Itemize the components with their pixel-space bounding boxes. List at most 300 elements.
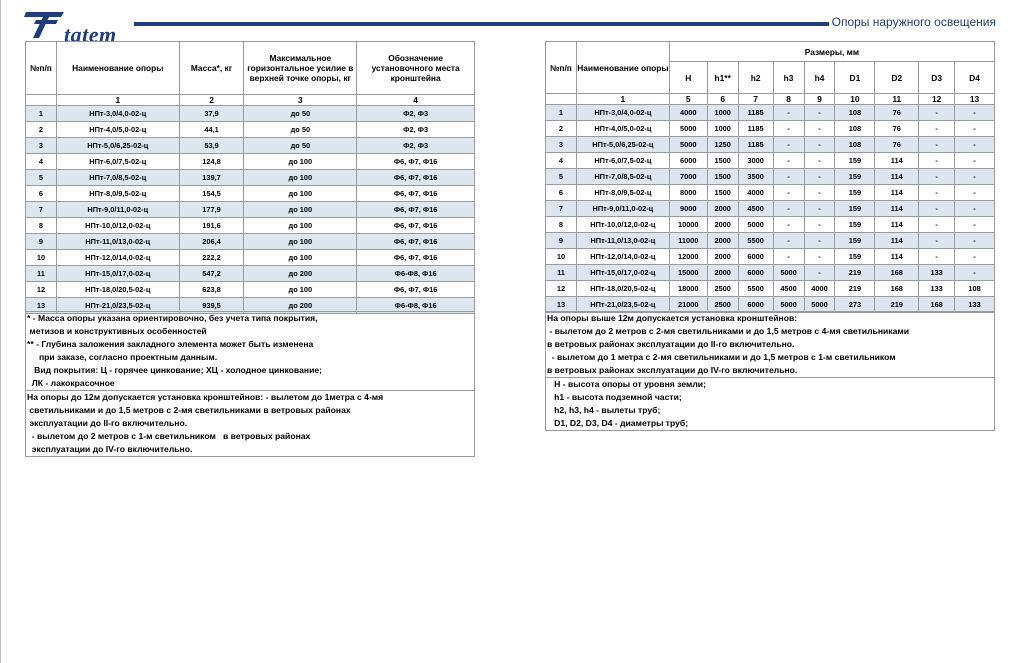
table-cell: 76 (875, 121, 919, 137)
table-cell: Ф6-Ф8, Ф16 (357, 298, 475, 314)
table-cell: 159 (835, 233, 875, 249)
table-cell: 2000 (707, 217, 738, 233)
table-cell: 8 (26, 218, 57, 234)
table-cell: - (804, 185, 835, 201)
brand-logo (24, 10, 134, 47)
table-row (26, 106, 475, 122)
table-cell: 159 (835, 169, 875, 185)
table-cell: НПт-21,0/23,5-02-ц (56, 298, 179, 314)
table-cell: - (804, 265, 835, 281)
table-cell: 154,5 (179, 186, 244, 202)
table-cell: до 50 (244, 122, 357, 138)
table-cell: Ф6, Ф7, Ф16 (357, 170, 475, 186)
table-cell: 5000 (738, 217, 773, 233)
table-cell: до 50 (244, 138, 357, 154)
table-cell: - (804, 233, 835, 249)
table-cell: 4000 (738, 185, 773, 201)
table-cell: 1185 (738, 121, 773, 137)
table-cell: 5 (26, 170, 57, 186)
table-cell: до 50 (244, 106, 357, 122)
table-cell: Ф6, Ф7, Ф16 (357, 202, 475, 218)
table-cell: до 100 (244, 154, 357, 170)
table-cell: 37,9 (179, 106, 244, 122)
table-cell: 2 (26, 122, 57, 138)
table-cell: до 100 (244, 170, 357, 186)
table-cell: 168 (875, 265, 919, 281)
table-cell: 114 (875, 169, 919, 185)
table-cell: до 200 (244, 298, 357, 314)
table-row (26, 266, 475, 282)
table-cell: - (804, 201, 835, 217)
note-line: - вылетом до 2 метров с 2-мя светильниками и до 1,5 метров с 4-мя светильниками (547, 326, 910, 336)
table-cell: НПт-15,0/17,0-02-ц (576, 265, 669, 281)
table-cell: НПт-12,0/14,0-02-ц (576, 249, 669, 265)
table-cell: 8000 (669, 185, 707, 201)
pole-mass-table (25, 41, 475, 314)
table-cell: 11 (546, 265, 577, 281)
table-row (546, 233, 995, 249)
table-cell: - (955, 265, 995, 281)
table-cell: Ф6, Ф7, Ф16 (357, 250, 475, 266)
table-cell: 2500 (707, 281, 738, 297)
note-line: На опоры выше 12м допускается установка кронштейнов: (547, 313, 798, 323)
table-cell: 5000 (773, 297, 804, 313)
table-cell: Ф6, Ф7, Ф16 (357, 234, 475, 250)
table-cell: 6000 (669, 153, 707, 169)
table-cell: - (804, 121, 835, 137)
column-number-cell: 9 (804, 94, 835, 105)
table-cell: 159 (835, 153, 875, 169)
table-cell: - (804, 169, 835, 185)
table-cell: - (955, 169, 995, 185)
column-number-cell: 12 (919, 94, 955, 105)
table-cell: - (773, 169, 804, 185)
table-cell: 9000 (669, 201, 707, 217)
table-cell: 6 (26, 186, 57, 202)
table-cell: 1500 (707, 185, 738, 201)
table-cell: 5000 (773, 265, 804, 281)
table-cell: 114 (875, 233, 919, 249)
table-cell: НПт-10,0/12,0-02-ц (56, 218, 179, 234)
column-number-cell: 7 (738, 94, 773, 105)
table-cell: 114 (875, 185, 919, 201)
table-cell: - (955, 137, 995, 153)
notes-bracket-rules-over-12m (546, 312, 994, 378)
table-cell: 7 (26, 202, 57, 218)
table-cell: 133 (919, 281, 955, 297)
table-cell: Ф2, Ф3 (357, 106, 475, 122)
column-number-cell: 1 (576, 94, 669, 105)
table-cell: Ф6, Ф7, Ф16 (357, 282, 475, 298)
table-cell: - (919, 217, 955, 233)
notes-footnotes (26, 312, 474, 391)
column-number-cell: 3 (244, 95, 357, 106)
column-number-cell: 4 (357, 95, 475, 106)
table-cell: - (919, 185, 955, 201)
table-cell: - (773, 185, 804, 201)
header-H: H (669, 62, 707, 94)
header-rule (134, 22, 829, 26)
note-line: метизов и конструктивных особенностей (27, 326, 207, 336)
note-line: На опоры до 12м допускается установка кронштейнов: - вылетом до 1метра с 4-мя (27, 392, 384, 402)
table-cell: - (955, 153, 995, 169)
table-cell: 11000 (669, 233, 707, 249)
table-cell: - (955, 233, 995, 249)
note-line: D1, D2, D3, D4 - диаметры труб; (547, 418, 689, 428)
table-cell: - (804, 137, 835, 153)
table-cell: 3 (546, 137, 577, 153)
table-cell: 159 (835, 217, 875, 233)
table-row (546, 105, 995, 121)
column-number-cell: 1 (56, 95, 179, 106)
table-cell: - (955, 249, 995, 265)
table-cell: - (773, 137, 804, 153)
table-cell: 108 (955, 281, 995, 297)
header-h2: h2 (738, 62, 773, 94)
table-row (26, 186, 475, 202)
table-cell: 2000 (707, 201, 738, 217)
table-cell: 9 (546, 233, 577, 249)
header-pole-name: Наименование опоры (576, 42, 669, 94)
table-cell: 159 (835, 185, 875, 201)
table-cell: 5000 (669, 121, 707, 137)
table-cell: - (919, 249, 955, 265)
table-cell: 3500 (738, 169, 773, 185)
table-row (26, 202, 475, 218)
table-row (546, 185, 995, 201)
table-cell: до 200 (244, 266, 357, 282)
notes-bracket-rules-under-12m (26, 391, 474, 456)
table-cell: до 100 (244, 218, 357, 234)
table-cell: НПт-8,0/9,5-02-ц (56, 186, 179, 202)
header-bracket-mount: Обозначение установочного места кронштейна (357, 42, 475, 95)
table-cell: - (773, 153, 804, 169)
table-cell: 1500 (707, 153, 738, 169)
table-cell: НПт-10,0/12,0-02-ц (576, 217, 669, 233)
table-cell: НПт-9,0/11,0-02-ц (576, 201, 669, 217)
table-cell: 1 (546, 105, 577, 121)
document-title: Опоры наружного освещения (831, 15, 996, 29)
pole-dimensions-table (545, 41, 995, 313)
table-cell: 18000 (669, 281, 707, 297)
table-cell: до 100 (244, 234, 357, 250)
table-cell: - (919, 169, 955, 185)
note-line: h1 - высота подземной части; (547, 392, 682, 402)
table-cell: 3000 (738, 153, 773, 169)
header-D2: D2 (875, 62, 919, 94)
table-cell: 7000 (669, 169, 707, 185)
note-line: ** - Глубина заложения закладного элемента может быть изменена (27, 339, 314, 349)
table-cell: - (919, 105, 955, 121)
table-row (546, 281, 995, 297)
header-D4: D4 (955, 62, 995, 94)
table-cell: 2 (546, 121, 577, 137)
table-cell: 10000 (669, 217, 707, 233)
table-cell: 273 (835, 297, 875, 313)
notes-right (545, 311, 995, 431)
brand-logo-text: tatem (64, 22, 117, 47)
table-cell: до 100 (244, 186, 357, 202)
header-mass: Масса*, кг (179, 42, 244, 95)
table-cell: НПт-4,0/5,0-02-ц (576, 121, 669, 137)
table-cell: - (773, 201, 804, 217)
table-cell: НПт-7,0/8,5-02-ц (56, 170, 179, 186)
column-number-cell: 10 (835, 94, 875, 105)
page-left-edge (0, 0, 1, 663)
table-cell: 15000 (669, 265, 707, 281)
table-cell: - (919, 153, 955, 169)
table-row (546, 137, 995, 153)
table-cell: 168 (875, 281, 919, 297)
table-row (26, 282, 475, 298)
table-cell: 12 (546, 281, 577, 297)
table-cell: 10 (26, 250, 57, 266)
table-cell: 124,8 (179, 154, 244, 170)
table-cell: 76 (875, 137, 919, 153)
table-cell: 6000 (738, 265, 773, 281)
pole-mass-table-body (26, 106, 475, 314)
table-cell: 4 (26, 154, 57, 170)
header-max-force: Максимальное горизонтальное усилие в верхней точке опоры, кг (244, 42, 357, 95)
table-cell: 12000 (669, 249, 707, 265)
note-line: в ветровых районах эксплуатации до IV-го включительно. (547, 365, 798, 375)
table-cell: НПт-12,0/14,0-02-ц (56, 250, 179, 266)
table-row (546, 201, 995, 217)
table-cell: 139,7 (179, 170, 244, 186)
note-line: эксплуатации до II-го включительно. (27, 418, 188, 428)
table-cell: НПт-18,0/20,5-02-ц (56, 282, 179, 298)
table-cell: 219 (875, 297, 919, 313)
table-cell: Ф6, Ф7, Ф16 (357, 218, 475, 234)
table-cell: 13 (26, 298, 57, 314)
note-line: при заказе, согласно проектным данным. (27, 352, 218, 362)
table-cell: 4500 (773, 281, 804, 297)
table-cell: 11 (26, 266, 57, 282)
note-line: в ветровых районах эксплуатации до II-го включительно. (547, 339, 795, 349)
table-cell: НПт-6,0/7,5-02-ц (576, 153, 669, 169)
table-cell: НПт-6,0/7,5-02-ц (56, 154, 179, 170)
table-cell: НПт-18,0/20,5-02-ц (576, 281, 669, 297)
table-cell: 206,4 (179, 234, 244, 250)
table-cell: НПт-5,0/6,25-02-ц (576, 137, 669, 153)
table-cell: 5500 (738, 281, 773, 297)
table-cell: 114 (875, 201, 919, 217)
table-cell: НПт-21,0/23,5-02-ц (576, 297, 669, 313)
table-cell: 3 (26, 138, 57, 154)
table-cell: НПт-15,0/17,0-02-ц (56, 266, 179, 282)
table-cell: - (919, 121, 955, 137)
note-line: H - высота опоры от уровня земли; (547, 379, 706, 389)
pole-dimensions-table-body (546, 105, 995, 313)
table-cell: - (919, 137, 955, 153)
table-cell: Ф6-Ф8, Ф16 (357, 266, 475, 282)
table-cell: 4500 (738, 201, 773, 217)
table-row (26, 138, 475, 154)
table-row (26, 218, 475, 234)
table-cell: 133 (955, 297, 995, 313)
column-number-cell: 8 (773, 94, 804, 105)
table-cell: 1185 (738, 137, 773, 153)
notes-left (25, 311, 475, 457)
header-dimensions: Размеры, мм (669, 42, 994, 62)
table-row (26, 154, 475, 170)
table-cell: - (955, 121, 995, 137)
table-cell: - (804, 217, 835, 233)
table-cell: 108 (835, 137, 875, 153)
table-cell: - (804, 153, 835, 169)
table-row (546, 169, 995, 185)
table-cell: 8 (546, 217, 577, 233)
table-cell: НПт-11,0/13,0-02-ц (576, 233, 669, 249)
table-row (546, 265, 995, 281)
table-cell: 114 (875, 153, 919, 169)
table-cell: 623,8 (179, 282, 244, 298)
table-cell: 5000 (669, 137, 707, 153)
header-number: №п/п (546, 42, 577, 94)
column-number-cell: 13 (955, 94, 995, 105)
note-line: эксплуатации до IV-го включительно. (27, 444, 193, 454)
table-cell: - (773, 217, 804, 233)
table-cell: 6 (546, 185, 577, 201)
note-line: светильниками и до 1,5 метров с 2-мя светильниками в ветровых районах (27, 405, 351, 415)
table-cell: - (955, 105, 995, 121)
table-cell: 7 (546, 201, 577, 217)
header-h4: h4 (804, 62, 835, 94)
table-cell: НПт-5,0/6,25-02-ц (56, 138, 179, 154)
column-number-cell: 11 (875, 94, 919, 105)
table-cell: до 100 (244, 282, 357, 298)
table-cell: 1500 (707, 169, 738, 185)
table-cell: 2000 (707, 265, 738, 281)
table-cell: НПт-3,0/4,0-02-ц (576, 105, 669, 121)
column-number-cell: 2 (179, 95, 244, 106)
table-row (26, 234, 475, 250)
header-h1: h1** (707, 62, 738, 94)
table-cell: 133 (919, 265, 955, 281)
table-cell: Ф2, Ф3 (357, 138, 475, 154)
table-cell: 114 (875, 217, 919, 233)
table-cell: 191,6 (179, 218, 244, 234)
table-cell: 4 (546, 153, 577, 169)
table-cell: 1000 (707, 105, 738, 121)
column-number-cell (546, 94, 577, 105)
note-line: Вид покрытия: Ц - горячее цинкование; ХЦ - холодное цинкование; (27, 365, 322, 375)
table-cell: 547,2 (179, 266, 244, 282)
table-row (546, 217, 995, 233)
table-cell: - (919, 201, 955, 217)
column-number-cell (26, 95, 57, 106)
table-row (546, 249, 995, 265)
table-row (26, 170, 475, 186)
header-h3: h3 (773, 62, 804, 94)
table-cell: 13 (546, 297, 577, 313)
note-line: - вылетом до 2 метров с 1-м светильником в ветровых районах (27, 431, 311, 441)
header-pole-name: Наименование опоры (56, 42, 179, 95)
table-cell: 108 (835, 105, 875, 121)
table-cell: 2000 (707, 233, 738, 249)
table-cell: - (804, 249, 835, 265)
table-cell: 5000 (804, 297, 835, 313)
table-row (26, 250, 475, 266)
table-cell: 168 (919, 297, 955, 313)
table-cell: НПт-3,0/4,0-02-ц (56, 106, 179, 122)
table-cell: 1185 (738, 105, 773, 121)
table-cell: - (955, 185, 995, 201)
table-cell: НПт-4,0/5,0-02-ц (56, 122, 179, 138)
column-number-cell: 6 (707, 94, 738, 105)
table-cell: 6000 (738, 297, 773, 313)
table-cell: - (773, 121, 804, 137)
table-cell: 1250 (707, 137, 738, 153)
table-cell: 177,9 (179, 202, 244, 218)
table-cell: 222,2 (179, 250, 244, 266)
table-cell: 21000 (669, 297, 707, 313)
note-line: h2, h3, h4 - вылеты труб; (547, 405, 661, 415)
table-cell: 53,9 (179, 138, 244, 154)
table-cell: до 100 (244, 202, 357, 218)
table-cell: 159 (835, 201, 875, 217)
notes-legend (546, 378, 994, 430)
table-cell: 5 (546, 169, 577, 185)
table-cell: НПт-9,0/11,0-02-ц (56, 202, 179, 218)
table-cell: 159 (835, 249, 875, 265)
table-row (26, 122, 475, 138)
table-cell: 2000 (707, 249, 738, 265)
table-cell: 76 (875, 105, 919, 121)
table-cell: - (804, 105, 835, 121)
table-cell: 1000 (707, 121, 738, 137)
table-cell: НПт-7,0/8,5-02-ц (576, 169, 669, 185)
table-cell: 219 (835, 281, 875, 297)
table-cell: 6000 (738, 249, 773, 265)
table-cell: 10 (546, 249, 577, 265)
table-cell: до 100 (244, 250, 357, 266)
table-row (546, 121, 995, 137)
note-line: - вылетом до 1 метра с 2-мя светильниками и до 1,5 метров с 1-м светильником (547, 352, 896, 362)
table-cell: - (955, 201, 995, 217)
column-number-cell: 5 (669, 94, 707, 105)
note-line: ЛК - лакокрасочное (27, 378, 115, 388)
table-row (546, 153, 995, 169)
table-cell: - (773, 233, 804, 249)
table-cell: 1 (26, 106, 57, 122)
table-cell: НПт-8,0/9,5-02-ц (576, 185, 669, 201)
header-number: №п/п (26, 42, 57, 95)
header-D1: D1 (835, 62, 875, 94)
table-cell: 4000 (669, 105, 707, 121)
table-cell: 939,5 (179, 298, 244, 314)
table-cell: - (773, 249, 804, 265)
table-cell: 219 (835, 265, 875, 281)
table-cell: Ф6, Ф7, Ф16 (357, 186, 475, 202)
table-cell: НПт-11,0/13,0-02-ц (56, 234, 179, 250)
table-cell: - (955, 217, 995, 233)
note-line: * - Масса опоры указана ориентировочно, без учета типа покрытия, (27, 313, 318, 323)
table-cell: 108 (835, 121, 875, 137)
table-cell: 5500 (738, 233, 773, 249)
table-cell: 12 (26, 282, 57, 298)
table-cell: - (919, 233, 955, 249)
table-cell: 4000 (804, 281, 835, 297)
table-cell: Ф2, Ф3 (357, 122, 475, 138)
table-cell: 44,1 (179, 122, 244, 138)
table-cell: 9 (26, 234, 57, 250)
table-cell: Ф6, Ф7, Ф16 (357, 154, 475, 170)
table-cell: - (773, 105, 804, 121)
table-cell: 114 (875, 249, 919, 265)
table-cell: 2500 (707, 297, 738, 313)
header-D3: D3 (919, 62, 955, 94)
